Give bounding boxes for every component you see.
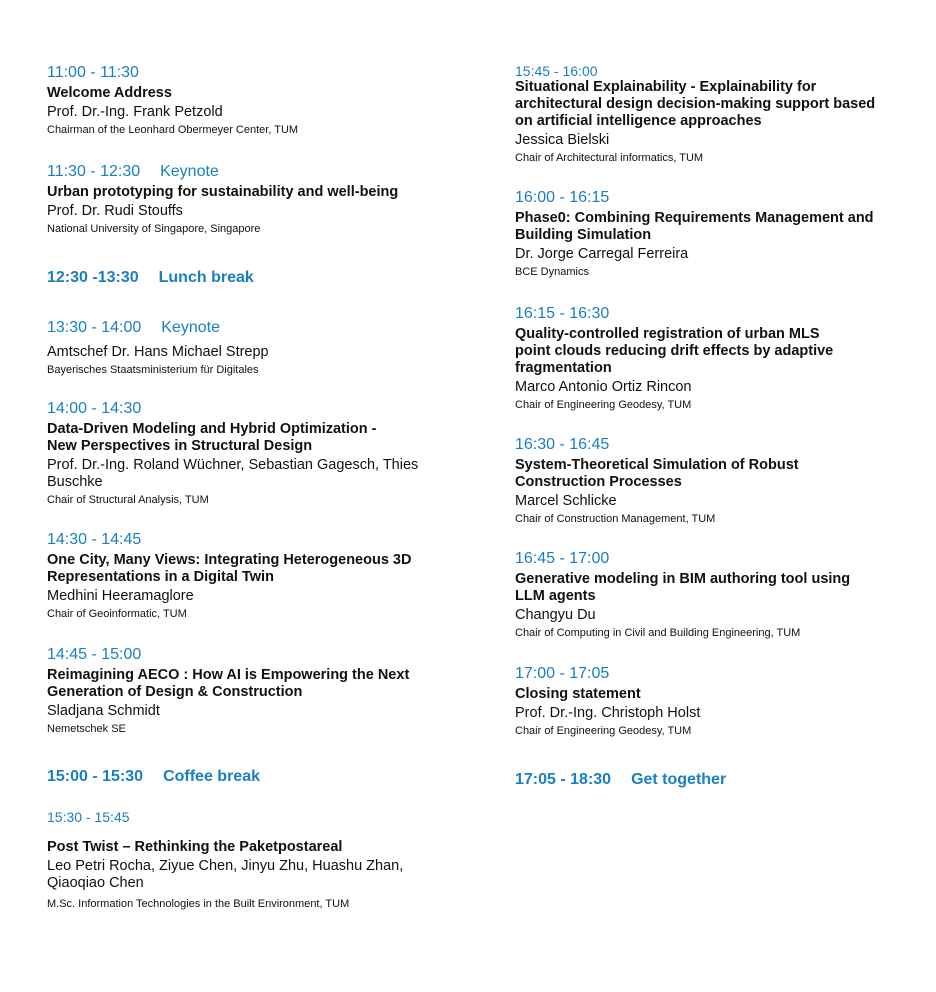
break-heading [515, 770, 726, 789]
break-heading [47, 268, 254, 287]
session-time: 11:00 - 11:30 [47, 64, 139, 81]
session-title: Generative modeling in BIM authoring tool using LLM agents [515, 571, 851, 604]
session-affiliation: Chair of Structural Analysis, TUM [47, 494, 209, 506]
session-speaker: Prof. Dr. Rudi Stouffs [47, 203, 183, 219]
session-time: 17:00 - 17:05 [515, 665, 610, 682]
session-1445 [47, 645, 437, 736]
time-range: 17:05 - 18:30 [515, 771, 612, 788]
session-1545 [515, 63, 895, 165]
session-speaker: Jessica Bielski [515, 132, 610, 148]
session-affiliation: National University of Singapore, Singapore [47, 223, 261, 235]
session-affiliation: Nemetschek SE [47, 723, 126, 735]
session-affiliation: Chair of Engineering Geodesy, TUM [515, 399, 692, 411]
session-1630 [515, 435, 835, 526]
break-coffee [47, 767, 260, 786]
session-affiliation: Chair of Construction Management, TUM [515, 513, 716, 525]
session-time: 16:45 - 17:00 [515, 550, 610, 567]
session-1100 [47, 63, 298, 137]
session-title: Post Twist – Rethinking the Paketpostareal [47, 839, 343, 855]
break-label: Coffee break [163, 768, 260, 785]
session-title: Welcome Address [47, 85, 172, 101]
session-affiliation: Chair of Computing in Civil and Building Engineering, TUM [515, 627, 801, 639]
session-speaker: Prof. Dr.-Ing. Roland Wüchner, Sebastian Gagesch, Thies Buschke [47, 457, 419, 490]
session-1430 [47, 530, 437, 621]
session-time [47, 318, 269, 337]
time-range: 12:30 -13:30 [47, 269, 139, 286]
break-lunch [47, 268, 254, 287]
session-time: 14:45 - 15:00 [47, 646, 142, 663]
session-speaker: Prof. Dr.-Ing. Frank Petzold [47, 104, 223, 120]
session-title: Situational Explainability - Explainability for architectural design decision-making support based on artificial intelligence approaches [515, 79, 876, 129]
session-1645 [515, 549, 895, 640]
time-range: 13:30 - 14:00 [47, 319, 142, 336]
session-tag: Keynote [161, 319, 221, 336]
session-speaker: Changyu Du [515, 607, 596, 623]
session-title: Urban prototyping for sustainability and well-being [47, 184, 399, 200]
session-time: 15:30 - 15:45 [47, 809, 130, 825]
session-speaker: Prof. Dr.-Ing. Christoph Holst [515, 705, 701, 721]
session-title: Reimagining AECO : How AI is Empowering the Next Generation of Design & Construction [47, 667, 410, 700]
break-get-together [515, 770, 726, 789]
session-affiliation: BCE Dynamics [515, 266, 589, 278]
session-1130 [47, 162, 398, 236]
session-speaker: Marco Antonio Ortiz Rincon [515, 379, 692, 395]
session-affiliation: Bayerisches Staatsministerium für Digitales [47, 364, 259, 376]
session-title: Data-Driven Modeling and Hybrid Optimization - New Perspectives in Structural Design [47, 421, 377, 454]
break-label: Lunch break [158, 269, 254, 286]
session-time: 14:00 - 14:30 [47, 400, 142, 417]
session-affiliation: Chair of Architectural informatics, TUM [515, 152, 704, 164]
session-1530 [47, 808, 437, 911]
session-title: System-Theoretical Simulation of Robust Construction Processes [515, 457, 799, 490]
time-range: 11:30 - 12:30 [47, 163, 141, 180]
session-title: Quality-controlled registration of urban MLS point clouds reducing drift effects by adaptive fragmentation [515, 326, 834, 376]
session-time: 16:30 - 16:45 [515, 436, 610, 453]
session-speaker: Medhini Heeramaglore [47, 588, 194, 604]
session-speaker: Amtschef Dr. Hans Michael Strepp [47, 344, 269, 360]
session-1330 [47, 318, 269, 377]
session-affiliation: Chairman of the Leonhard Obermeyer Center, TUM [47, 124, 299, 136]
break-heading [47, 767, 260, 786]
session-time: 16:00 - 16:15 [515, 189, 610, 206]
session-speaker: Leo Petri Rocha, Ziyue Chen, Jinyu Zhu, Huashu Zhan, Qiaoqiao Chen [47, 858, 404, 891]
session-time [47, 162, 398, 181]
session-1600 [515, 188, 895, 279]
session-time: 15:45 - 16:00 [515, 63, 598, 79]
session-speaker: Marcel Schlicke [515, 493, 617, 509]
session-time: 14:30 - 14:45 [47, 531, 142, 548]
break-label: Get together [631, 771, 727, 788]
session-title: One City, Many Views: Integrating Heterogeneous 3D Representations in a Digital Twin [47, 552, 412, 585]
session-speaker: Dr. Jorge Carregal Ferreira [515, 246, 689, 262]
time-range: 15:00 - 15:30 [47, 768, 144, 785]
session-tag: Keynote [160, 163, 219, 180]
session-time: 16:15 - 16:30 [515, 305, 610, 322]
session-affiliation: Chair of Geoinformatic, TUM [47, 608, 187, 620]
session-1400 [47, 399, 437, 507]
session-speaker: Sladjana Schmidt [47, 703, 160, 719]
session-title: Closing statement [515, 686, 641, 702]
session-affiliation: Chair of Engineering Geodesy, TUM [515, 725, 692, 737]
session-affiliation: M.Sc. Information Technologies in the Built Environment, TUM [47, 898, 350, 910]
session-1700 [515, 664, 895, 738]
session-1615 [515, 304, 855, 412]
session-title: Phase0: Combining Requirements Management and Building Simulation [515, 210, 874, 243]
